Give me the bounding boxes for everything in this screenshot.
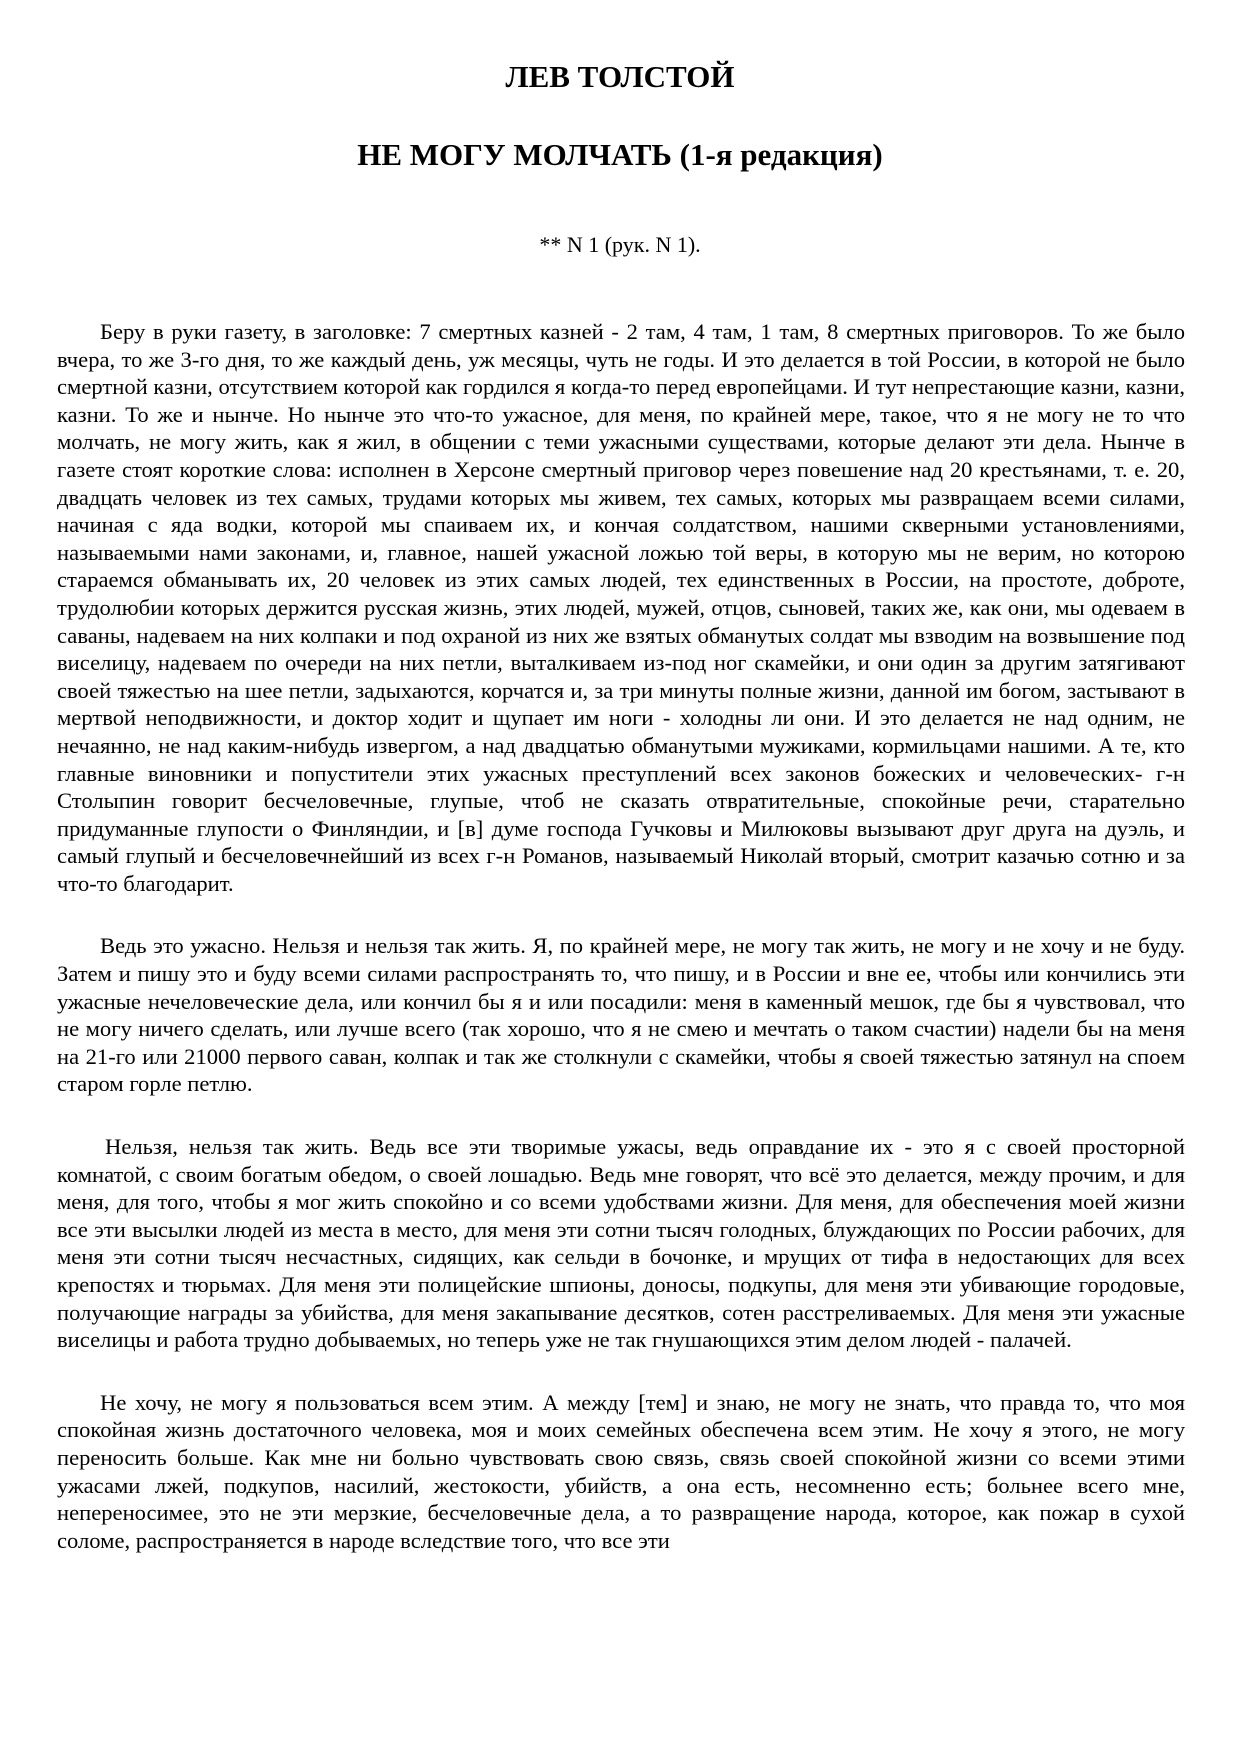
paragraph-3: Нельзя, нельзя так жить. Ведь все эти творимые ужасы, ведь оправдание их - это я с своей просторной комнатой, с своим богатым обедом, о своей лошадью. Ведь мне говорят, что всё это делается, между прочим, и для меня, для того, чтобы я мог жить спокойно и со всеми удобствами жизни. Для меня, для обеспечения моей жизни все эти высылки людей из места в место, для меня эти сотни тысяч голодных, блуждающих по России рабочих, для меня эти сотни тысяч несчастных, сидящих, как сельди в бочонке, и мрущих от тифа в недостающих для всех крепостях и тюрьмах. Для меня эти полицейские шпионы, доносы, подкупы, для меня эти убивающие городовые, получающие награды за убийства, для меня закапывание десятков, сотен расстреливаемых. Для меня эти ужасные виселицы и работа трудно добываемых, но теперь уже не так гнушающихся этим делом людей - палачей. xyxy=(57,1134,1185,1353)
manuscript-note: ** N 1 (рук. N 1). xyxy=(539,232,701,257)
paragraph-1: Беру в руки газету, в заголовке: 7 смертных казней - 2 там, 4 там, 1 там, 8 смертных приговоров. То же было вчера, то же 3-го дня, то же каждый день, уж месяцы, чуть не годы. И это делается в той России, в которой не было смертной казни, отсутствием которой как гордился я когда-то перед европейцами. И тут непрестающие казни, казни, казни. То же и нынче. Но нынче это что-то ужасное, для меня, по крайней мере, такое, что я не могу не то что молчать, не могу жить, как я жил, в общении с теми ужасными существами, которые делают эти дела. Нынче в газете стоят короткие слова: исполнен в Херсоне смертный приговор через повешение над 20 крестьянами, т. е. 20, двадцать человек из тех самых, трудами которых мы живем, тех самых, которых мы развращаем всеми силами, начиная с яда водки, которой мы спаиваем их, и кончая солдатством, нашими скверными установлениями, называемыми нами законами, и, главное, нашей ужасной ложью той веры, в которую мы не верим, но которою стараемся обманывать их, 20 человек из этих самых людей, тех единственных в России, на простоте, доброте, трудолюбии которых держится русская жизнь, этих людей, мужей, отцов, сыновей, таких же, как они, мы одеваем в саваны, надеваем на них колпаки и под охраной из них же взятых обманутых солдат мы взводим на возвышение под виселицу, надеваем по очереди на них петли, выталкиваем из-под ног скамейки, и они один за другим затягивают своей тяжестью на шее петли, задыхаются, корчатся и, за три минуты полные жизни, данной им богом, застывают в мертвой неподвижности, и доктор ходит и щупает им ноги - холодны ли они. И это делается не над одним, не нечаянно, не над каким-нибудь извергом, а над двадцатью обманутыми мужиками, кормильцами нашими. А те, кто главные виновники и попустители этих ужасных преступлений всех законов божеских и человеческих- г-н Столыпин говорит бесчеловечные, глупые, чтоб не сказать отвратительные, спокойные речи, старательно придуманные глупости о Финляндии, и [в] думе господа Гучковы и Милюковы вызывают друг друга на дуэль, и самый глупый и бесчеловечнейший из всех г-н Романов, называемый Николай вторый, смотрит казачью сотню и за что-то благодарит. xyxy=(57,319,1185,896)
paragraph-4: Не хочу, не могу я пользоваться всем этим. А между [тем] и знаю, не могу не знать, что правда то, что моя спокойная жизнь достаточного человека, моя и моих семейных обеспечена всем этим. Не хочу я этого, не могу переносить больше. Как мне ни больно чувствовать свою связь, связь своей спокойной жизни со всеми этими ужасами лжей, подкупов, насилий, жестокости, убийств, а она есть, несомненно есть; больнее всего мне, непереносимее, это не эти мерзкие, бесчеловечные дела, а то развращение народа, которое, как пожар в сухой соломе, распространяется в народе вследствие того, что все эти xyxy=(57,1389,1185,1553)
body-text xyxy=(57,318,1185,1589)
author-heading: ЛЕВ ТОЛСТОЙ xyxy=(505,59,735,94)
paragraph-2: Ведь это ужасно. Нельзя и нельзя так жить. Я, по крайней мере, не могу так жить, не могу и не хочу и не буду. Затем и пишу это и буду всеми силами распространять то, что пишу, и в России и вне ее, чтобы или кончились эти ужасные нечеловеческие дела, или кончил бы я и или посадили: меня в каменный мешок, где бы я чувствовал, что не могу ничего сделать, или лучше всего (так хорошо, что я не смею и мечтать о таком счастии) надели бы на меня на 21-го или 21000 первого саван, колпак и так же столкнули с скамейки, чтобы я своей тяжестью затянул на споем старом горле петлю. xyxy=(57,933,1185,1097)
document-title: НЕ МОГУ МОЛЧАТЬ (1-я редакция) xyxy=(357,137,883,172)
